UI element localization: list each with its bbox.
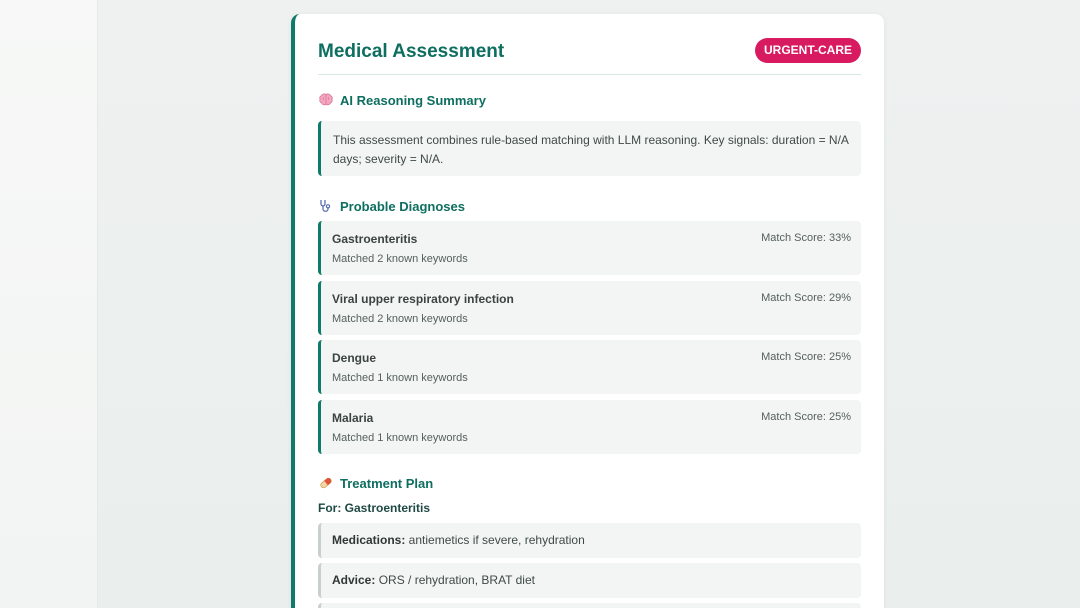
diagnosis-detail: Matched 2 known keywords — [332, 253, 468, 265]
plan-item-label: Advice: — [332, 573, 376, 587]
diagnosis-detail: Matched 1 known keywords — [332, 372, 468, 384]
card-header — [318, 38, 861, 75]
plan-item-value: antiemetics if severe, rehydration — [405, 533, 585, 547]
diagnosis-item[interactable] — [318, 400, 861, 454]
treatment-for-label: For: Gastroenteritis — [318, 501, 431, 515]
diagnosis-score: Match Score: 29% — [761, 292, 851, 304]
pill-icon — [318, 475, 334, 491]
diagnosis-score: Match Score: 25% — [761, 351, 851, 363]
diagnosis-score: Match Score: 25% — [761, 411, 851, 423]
plan-item-value: ORS / rehydration, BRAT diet — [375, 573, 535, 587]
diagnosis-name: Malaria — [332, 411, 374, 425]
diagnosis-item[interactable] — [318, 340, 861, 394]
diagnosis-detail: Matched 2 known keywords — [332, 313, 468, 325]
plan-item-label: Medications: — [332, 533, 406, 547]
treatment-section-title — [318, 475, 433, 491]
diagnoses-section-title — [318, 198, 465, 214]
assessment-card — [291, 14, 884, 608]
left-side-panel — [0, 0, 98, 608]
diagnosis-score: Match Score: 33% — [761, 232, 851, 244]
diagnosis-item[interactable] — [318, 221, 861, 275]
diagnosis-name: Dengue — [332, 351, 377, 365]
stethoscope-icon — [318, 198, 334, 214]
reasoning-summary-text: This assessment combines rule-based matching with LLM reasoning. Key signals: duration = N/A days; severity = N/A. — [333, 133, 849, 166]
reasoning-summary-box — [318, 121, 861, 176]
treatment-medications — [318, 523, 861, 558]
diagnosis-name: Viral upper respiratory infection — [332, 292, 514, 306]
urgency-badge: URGENT-CARE — [755, 38, 861, 63]
diagnosis-name: Gastroenteritis — [332, 232, 418, 246]
treatment-next-item — [318, 603, 861, 608]
page-title: Medical Assessment — [318, 41, 505, 62]
diagnosis-item[interactable] — [318, 281, 861, 335]
brain-icon — [318, 92, 334, 108]
diagnoses-title-text: Probable Diagnoses — [340, 198, 465, 214]
treatment-advice — [318, 563, 861, 598]
treatment-title-text: Treatment Plan — [340, 475, 434, 491]
diagnosis-detail: Matched 1 known keywords — [332, 432, 468, 444]
reasoning-section-title — [318, 92, 486, 108]
reasoning-title-text: AI Reasoning Summary — [340, 92, 486, 108]
